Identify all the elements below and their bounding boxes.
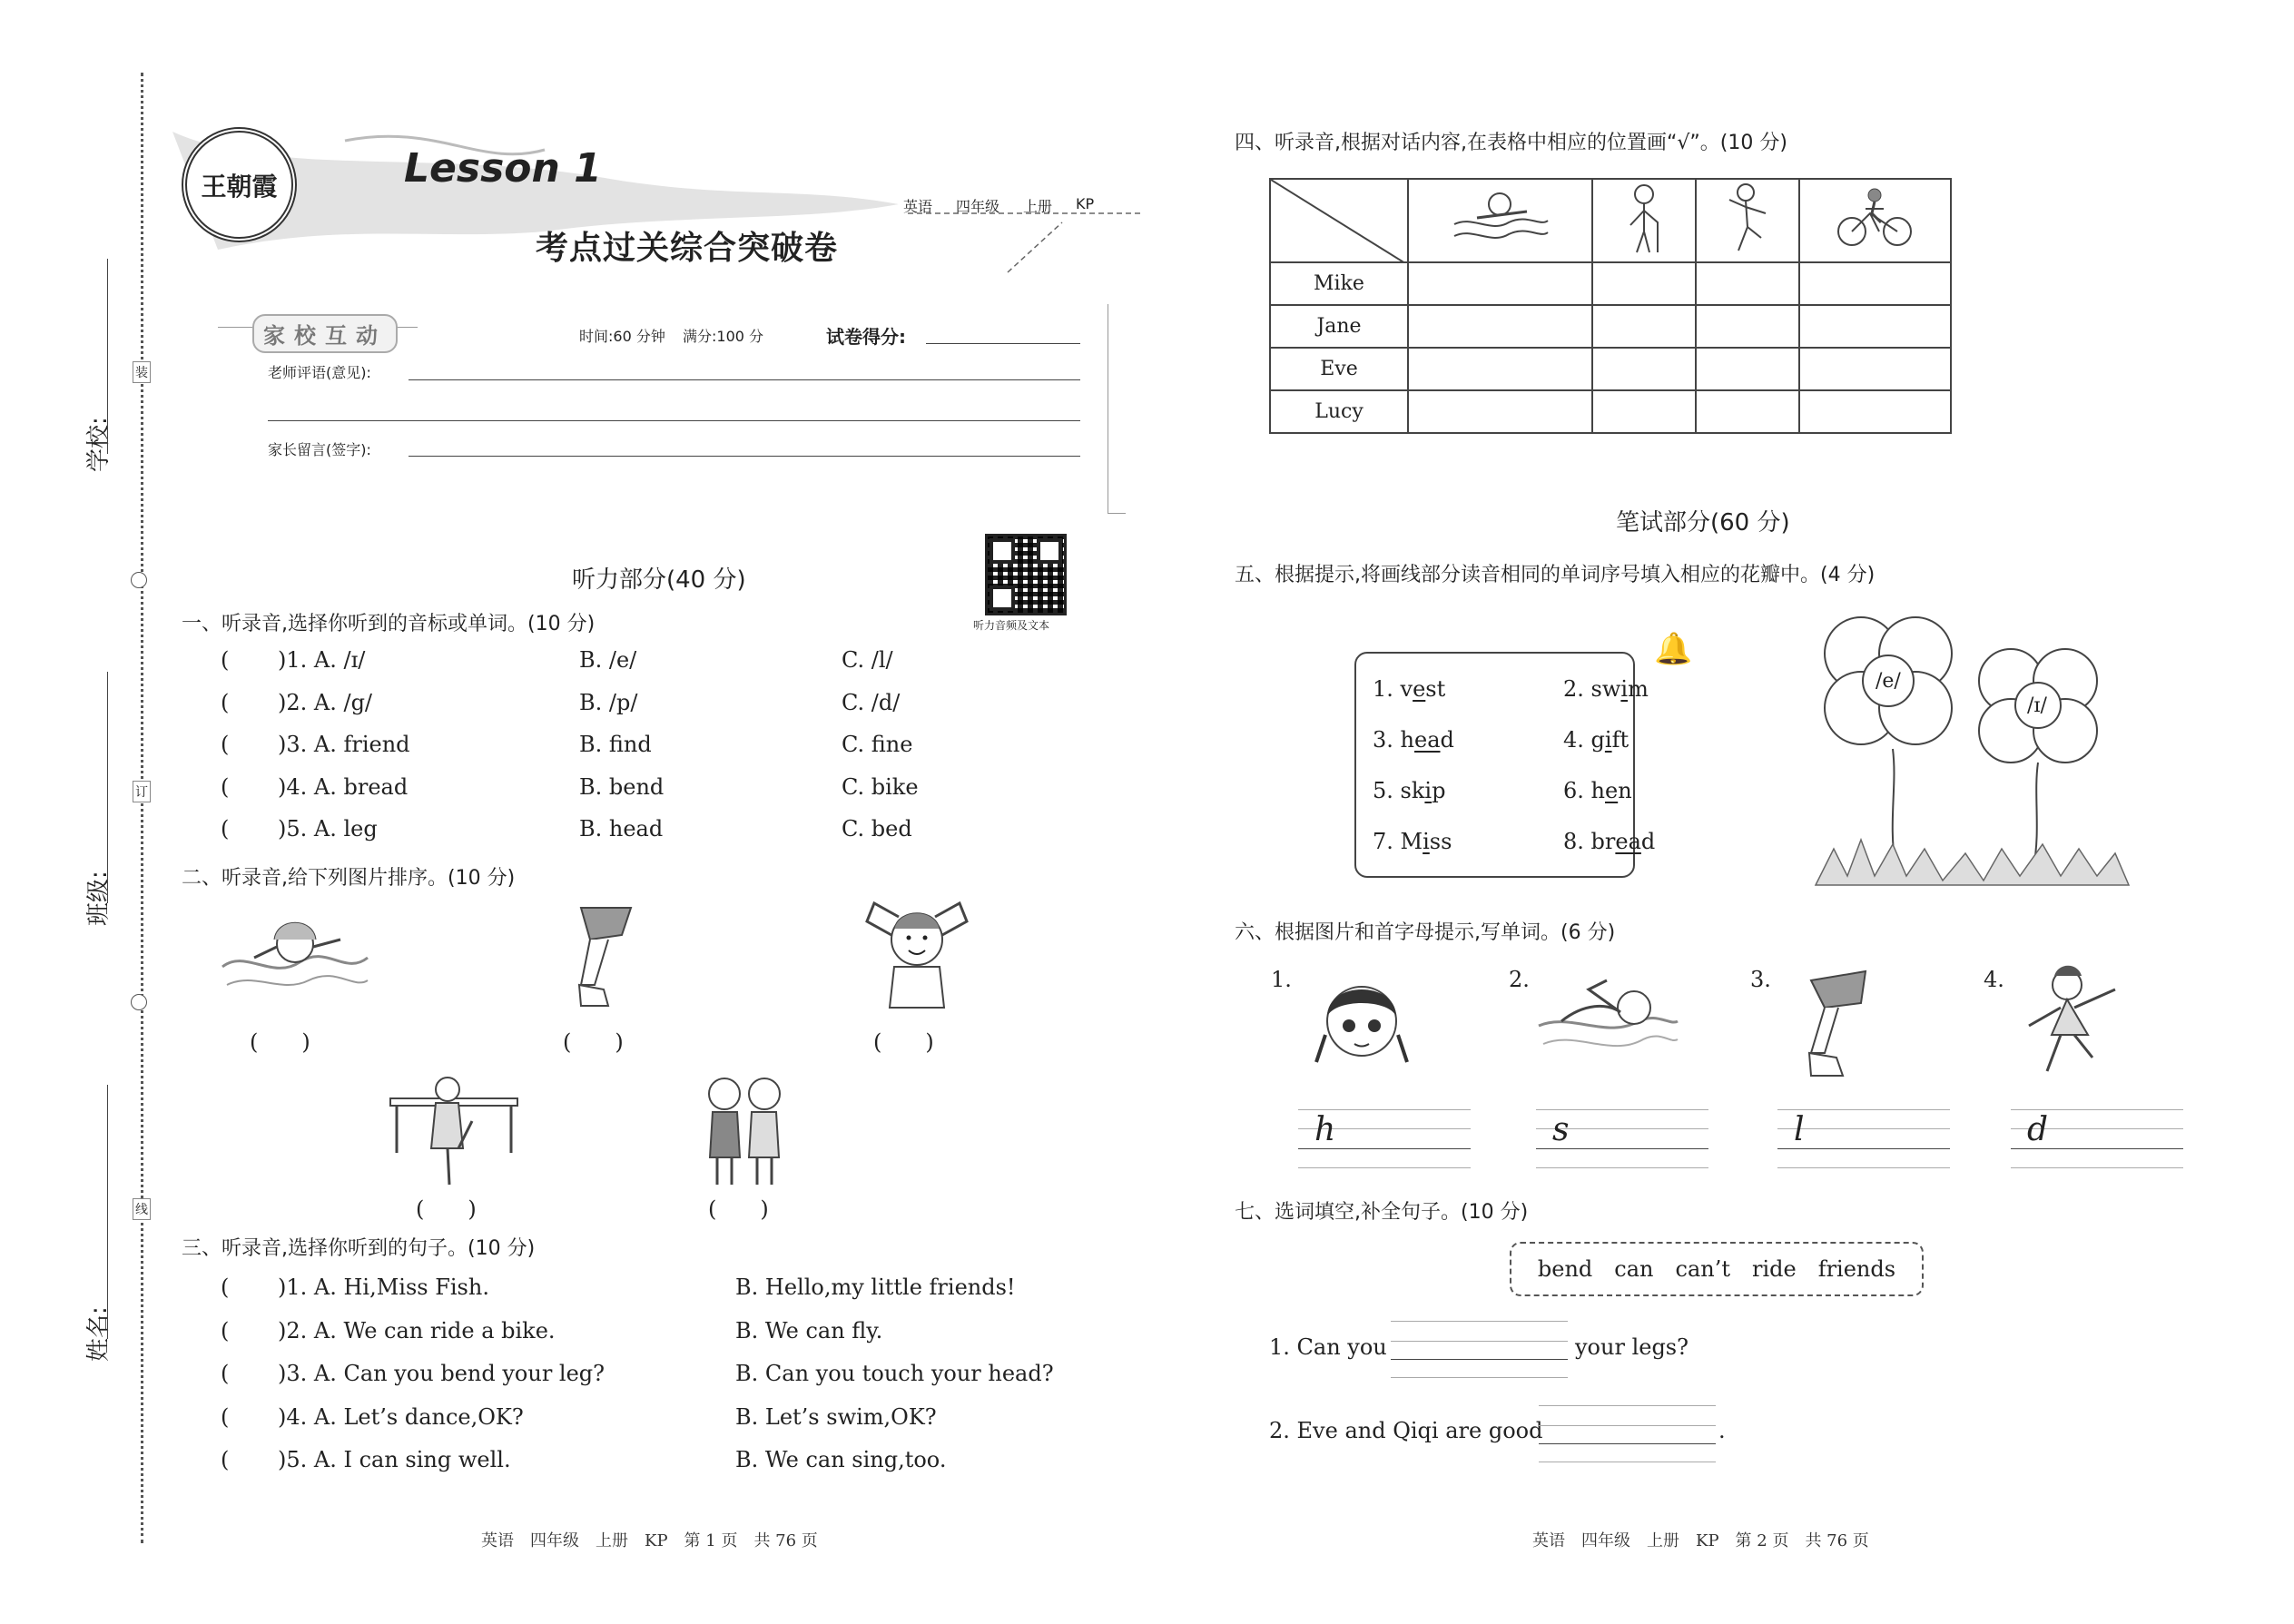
s7-q1-guide-line xyxy=(1391,1321,1568,1322)
word-underlined-sound: i xyxy=(1604,727,1612,753)
writing-guide-line xyxy=(1298,1109,1471,1110)
check-cell[interactable] xyxy=(1592,305,1696,348)
answer-paren-open[interactable]: ( xyxy=(221,1403,230,1430)
full-score: 满分:100 分 xyxy=(683,328,764,345)
option-c[interactable]: C. /d/ xyxy=(842,689,901,715)
exam-subtitle: 考点过关综合突破卷 xyxy=(536,230,839,267)
word-suffix: d xyxy=(1640,829,1656,854)
answer-paren-open[interactable]: ( xyxy=(221,1275,230,1300)
meta-tags xyxy=(903,195,1094,216)
sentence-option-b[interactable]: B. Let’s swim,OK? xyxy=(735,1403,937,1430)
s7-q1-guide-line xyxy=(1391,1377,1568,1378)
binding-hole xyxy=(131,572,147,588)
picture-bend-leg xyxy=(554,899,645,1017)
word-underlined-sound: e xyxy=(1413,676,1426,702)
s7-question-2-suffix: . xyxy=(1718,1418,1726,1443)
word-answer-field[interactable] xyxy=(2011,1148,2183,1149)
meta-tag-volume: 上册 xyxy=(1023,198,1053,215)
parent-comment-field[interactable] xyxy=(409,456,1080,457)
meta-tag-grade: 四年级 xyxy=(956,198,1000,215)
word-answer-field[interactable] xyxy=(1777,1148,1950,1149)
sentence-option-a[interactable]: )5. A. I can sing well. xyxy=(278,1447,511,1472)
answer-paren-open[interactable]: ( xyxy=(221,647,230,673)
answer-paren-open[interactable]: ( xyxy=(221,1317,230,1343)
check-cell[interactable] xyxy=(1592,348,1696,390)
check-cell[interactable] xyxy=(1799,348,1951,390)
answer-paren-open[interactable]: ( xyxy=(221,1361,230,1386)
teacher-comment-label: 老师评语(意见): xyxy=(268,364,371,381)
word-suffix: st xyxy=(1425,676,1446,702)
word-item xyxy=(1373,829,1452,854)
qr-code[interactable] xyxy=(985,534,1067,615)
check-cell[interactable] xyxy=(1408,262,1592,305)
parent-comment-label: 家长留言(签字): xyxy=(268,441,371,458)
writing-guide-line xyxy=(1777,1167,1950,1168)
writing-guide-line xyxy=(1536,1167,1708,1168)
order-paren-5[interactable]: ( ) xyxy=(708,1196,769,1222)
sentence-option-a[interactable]: )4. A. Let’s dance,OK? xyxy=(278,1403,524,1430)
s7-q2-guide-line xyxy=(1539,1405,1716,1406)
seal-mark-3: 线 xyxy=(133,1198,151,1220)
option-b[interactable]: B. head xyxy=(579,816,664,842)
word-item xyxy=(1563,778,1632,803)
picture-boy-touch-head xyxy=(849,894,985,1012)
word-prefix: 2. sw xyxy=(1563,676,1621,702)
section-5-title: 五、根据提示,将画线部分读音相同的单词序号填入相应的花瓣中。(4 分) xyxy=(1235,564,1876,586)
check-cell[interactable] xyxy=(1592,390,1696,433)
sentence-option-a[interactable]: )2. A. We can ride a bike. xyxy=(278,1317,556,1343)
writing-guide-line xyxy=(1777,1109,1950,1110)
word-item xyxy=(1563,829,1655,854)
class-field[interactable] xyxy=(107,672,108,903)
writing-guide-line xyxy=(1298,1167,1471,1168)
footer-page-2: 英语 四年级 上册 KP 第 2 页 共 76 页 xyxy=(1532,1531,1869,1550)
hint-letter: l xyxy=(1794,1111,1805,1148)
sentence-option-b[interactable]: B. Hello,my little friends! xyxy=(735,1275,1016,1300)
walk-stick-icon xyxy=(1592,179,1696,262)
word-suffix: p xyxy=(1432,778,1446,803)
table-corner-diagonal xyxy=(1271,180,1405,263)
qr-caption: 听力音频及文本 xyxy=(973,619,1050,632)
section-6-title: 六、根据图片和首字母提示,写单词。(6 分) xyxy=(1235,921,1616,944)
order-paren-1[interactable]: ( ) xyxy=(250,1029,310,1055)
check-cell[interactable] xyxy=(1408,305,1592,348)
writing-title: 笔试部分(60 分) xyxy=(1616,509,1790,536)
cycle-icon xyxy=(1799,179,1951,262)
footer-page-1: 英语 四年级 上册 KP 第 1 页 共 76 页 xyxy=(481,1531,818,1550)
s7-question-1-answer-field[interactable] xyxy=(1391,1359,1568,1360)
check-cell[interactable] xyxy=(1799,262,1951,305)
check-cell[interactable] xyxy=(1408,348,1592,390)
s7-question-2-answer-field[interactable] xyxy=(1539,1443,1716,1444)
word-prefix: 1. v xyxy=(1373,676,1413,702)
order-paren-3[interactable]: ( ) xyxy=(873,1029,934,1055)
hint-letter: d xyxy=(2027,1111,2049,1148)
brand-logo-text: 王朝霞 xyxy=(201,171,278,202)
option-c[interactable]: C. bed xyxy=(842,816,912,842)
answer-paren-open[interactable]: ( xyxy=(221,1447,230,1472)
word-item xyxy=(1563,676,1649,702)
section-4-table xyxy=(1269,178,1952,434)
class-label: 班级: xyxy=(85,871,113,926)
exam-time: 时间:60 分钟 xyxy=(579,328,665,345)
option-b[interactable]: B. /e/ xyxy=(579,647,637,673)
binding-dotted-line xyxy=(141,73,143,1543)
option-c[interactable]: C. /l/ xyxy=(842,647,893,673)
family-school-badge: 家校互动 xyxy=(252,314,398,353)
item-number: 4. xyxy=(1984,967,2004,992)
section-4-title: 四、听录音,根据对话内容,在表格中相应的位置画“√”。(10 分) xyxy=(1235,132,1787,154)
hint-letter: s xyxy=(1552,1111,1570,1148)
picture-dancer xyxy=(2002,962,2129,1089)
word-underlined-sound: i xyxy=(1424,778,1433,803)
word-underlined-sound: e xyxy=(1604,778,1619,803)
word-prefix: 7. M xyxy=(1373,829,1423,854)
flower-illustration xyxy=(1807,604,2133,894)
option-a[interactable]: )4. A. bread xyxy=(278,773,409,800)
meta-tag-edition: KP xyxy=(1076,195,1095,212)
sentence-option-b[interactable]: B. Can you touch your head? xyxy=(735,1361,1054,1386)
word-suffix: d xyxy=(1440,727,1454,753)
word-item xyxy=(1563,727,1629,753)
lesson-title: Lesson 1 xyxy=(404,145,602,192)
sentence-option-a[interactable]: )3. A. Can you bend your leg? xyxy=(278,1361,605,1386)
s7-question-1-suffix: your legs? xyxy=(1575,1334,1689,1360)
section-1-title: 一、听录音,选择你听到的音标或单词。(10 分) xyxy=(182,613,596,635)
s7-question-2-prefix: 2. Eve and Qiqi are good xyxy=(1269,1418,1543,1443)
option-c[interactable]: C. fine xyxy=(842,732,913,757)
picture-two-girls xyxy=(690,1071,799,1189)
score-label: 试卷得分: xyxy=(826,326,906,348)
word-suffix: ss xyxy=(1429,829,1452,854)
name-field[interactable] xyxy=(107,1085,108,1339)
check-cell[interactable] xyxy=(1696,348,1799,390)
item-number: 1. xyxy=(1271,967,1292,992)
item-number: 3. xyxy=(1750,967,1771,992)
word-suffix: m xyxy=(1628,676,1649,702)
order-paren-4[interactable]: ( ) xyxy=(416,1196,477,1222)
option-b[interactable]: B. find xyxy=(579,732,652,757)
word-underlined-sound: i xyxy=(1423,829,1430,854)
word-bank: bend can can’t ride friends xyxy=(1510,1242,1924,1296)
answer-paren-open[interactable]: ( xyxy=(221,816,230,842)
score-field[interactable] xyxy=(926,343,1080,344)
table-corner xyxy=(1270,179,1408,262)
name-cell-eve: Eve xyxy=(1270,348,1408,390)
section-7-title: 七、选词填空,补全句子。(10 分) xyxy=(1235,1201,1529,1224)
binding-hole xyxy=(131,994,147,1010)
option-b[interactable]: B. /p/ xyxy=(579,689,638,715)
word-item xyxy=(1373,727,1454,753)
school-field[interactable] xyxy=(107,259,108,454)
word-prefix: 4. g xyxy=(1563,727,1605,753)
writing-guide-line xyxy=(2011,1109,2183,1110)
sentence-option-b[interactable]: B. We can sing,too. xyxy=(735,1447,947,1472)
writing-guide-line xyxy=(2011,1167,2183,1168)
flower-label-e[interactable]: /e/ xyxy=(1876,670,1901,693)
name-cell-lucy: Lucy xyxy=(1270,390,1408,433)
word-prefix: 8. br xyxy=(1563,829,1616,854)
word-suffix: n xyxy=(1618,778,1632,803)
word-underlined-sound: i xyxy=(1620,676,1629,702)
sentence-option-b[interactable]: B. We can fly. xyxy=(735,1317,883,1343)
word-answer-field[interactable] xyxy=(1536,1148,1708,1149)
option-a[interactable]: )3. A. friend xyxy=(278,732,410,757)
word-prefix: 3. h xyxy=(1373,727,1414,753)
option-a[interactable]: )2. A. /g/ xyxy=(278,689,373,715)
bell-icon: 🔔 xyxy=(1654,631,1693,667)
word-underlined-sound: ea xyxy=(1413,727,1441,753)
section-2-title: 二、听录音,给下列图片排序。(10 分) xyxy=(182,867,516,890)
word-item xyxy=(1373,778,1445,803)
answer-paren-open[interactable]: ( xyxy=(221,689,230,715)
word-answer-field[interactable] xyxy=(1298,1148,1471,1149)
school-label: 学校: xyxy=(85,417,113,472)
seal-mark-2: 订 xyxy=(133,781,151,802)
flower-label-i[interactable]: /ɪ/ xyxy=(2027,694,2047,717)
check-cell[interactable] xyxy=(1696,262,1799,305)
option-a[interactable]: )1. A. /ɪ/ xyxy=(278,647,366,673)
word-prefix: 6. h xyxy=(1563,778,1605,803)
answer-paren-open[interactable]: ( xyxy=(221,732,230,757)
dance-icon xyxy=(1696,179,1799,262)
sentence-option-a[interactable]: )1. A. Hi,Miss Fish. xyxy=(278,1275,489,1300)
s7-question-1-prefix: 1. Can you xyxy=(1269,1334,1387,1360)
teacher-comment-field[interactable] xyxy=(409,379,1080,380)
seal-mark-1: 装 xyxy=(133,361,151,383)
picture-leg xyxy=(1775,967,1875,1085)
word-item xyxy=(1373,676,1445,702)
writing-guide-line xyxy=(1536,1109,1708,1110)
check-cell[interactable] xyxy=(1696,390,1799,433)
order-paren-2[interactable]: ( ) xyxy=(563,1029,624,1055)
check-cell[interactable] xyxy=(1408,390,1592,433)
brand-logo xyxy=(182,127,297,242)
name-label: 姓名: xyxy=(85,1306,113,1362)
picture-girl-swimming xyxy=(218,903,372,1012)
option-c[interactable]: C. bike xyxy=(842,773,919,800)
section-3-title: 三、听录音,选择你听到的句子。(10 分) xyxy=(182,1237,536,1260)
picture-girl-bar-exercise xyxy=(386,1067,522,1194)
teacher-comment-field-2[interactable] xyxy=(268,420,1080,421)
check-cell[interactable] xyxy=(1696,305,1799,348)
option-a[interactable]: )5. A. leg xyxy=(278,816,378,842)
name-cell-jane: Jane xyxy=(1270,305,1408,348)
hint-letter: h xyxy=(1314,1111,1336,1148)
s7-q2-guide-line xyxy=(1539,1425,1716,1426)
answer-paren-open[interactable]: ( xyxy=(221,773,230,800)
item-number: 2. xyxy=(1509,967,1530,992)
meta-tag-subject: 英语 xyxy=(903,198,933,215)
name-cell-mike: Mike xyxy=(1270,262,1408,305)
word-underlined-sound: ea xyxy=(1615,829,1641,854)
swim-icon xyxy=(1408,179,1592,262)
picture-girl-head xyxy=(1307,962,1416,1071)
option-b[interactable]: B. bend xyxy=(579,773,665,800)
listening-title: 听力部分(40 分) xyxy=(572,566,746,594)
picture-swimmer xyxy=(1534,971,1679,1071)
word-prefix: 5. sk xyxy=(1373,778,1425,803)
check-cell[interactable] xyxy=(1799,390,1951,433)
s7-q1-guide-line xyxy=(1391,1341,1568,1342)
word-suffix: ft xyxy=(1611,727,1629,753)
check-cell[interactable] xyxy=(1592,262,1696,305)
check-cell[interactable] xyxy=(1799,305,1951,348)
